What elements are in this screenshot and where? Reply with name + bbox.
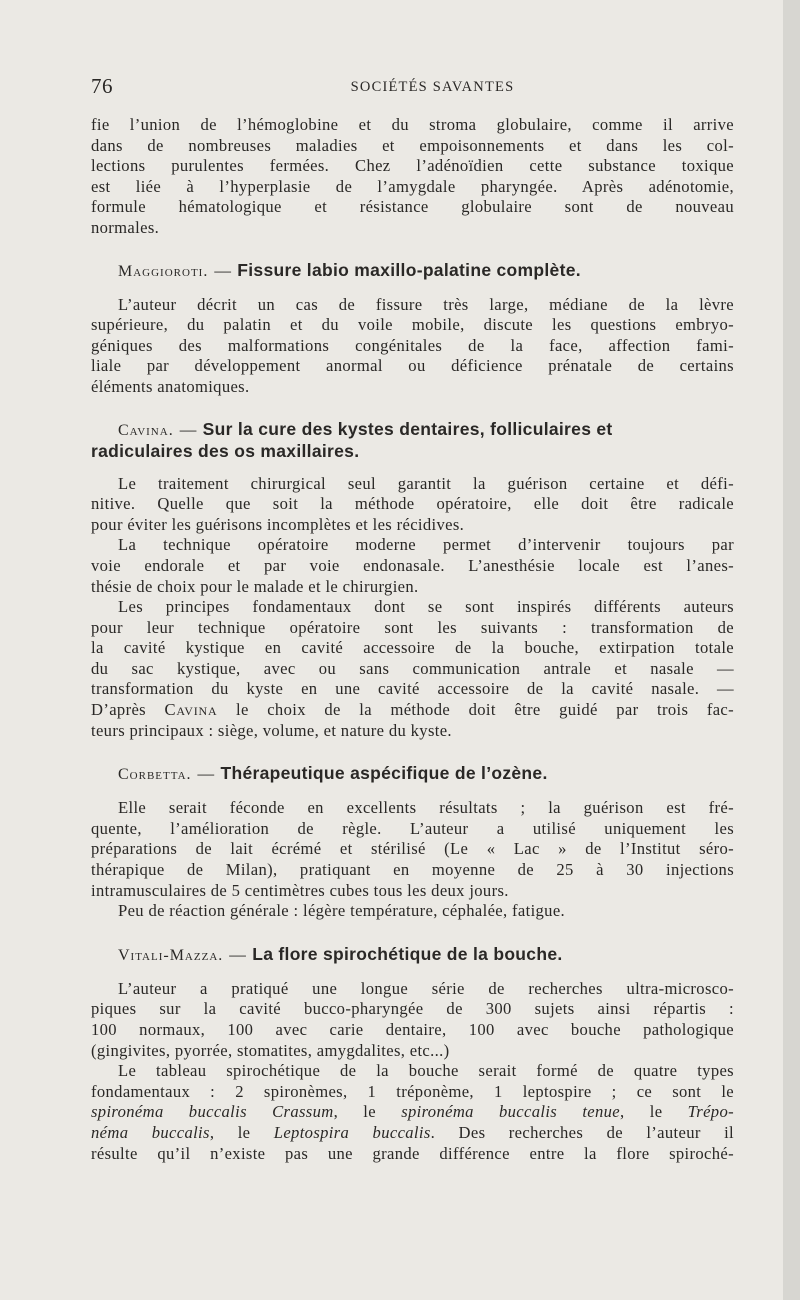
section-author: Cavina.	[118, 421, 174, 439]
section-title-continued: radiculaires des os maxillaires.	[91, 440, 360, 461]
text-line: la cavité kystique en cavité accessoire de la bouche, extirpation totale	[91, 638, 734, 658]
section-vitali-mazza	[91, 944, 734, 1164]
section-heading	[91, 418, 734, 462]
section-corbetta	[91, 763, 734, 922]
text-line: 100 normaux, 100 avec carie dentaire, 100 avec bouche pathologique	[91, 1020, 734, 1039]
species-name: néma buccalis	[91, 1122, 210, 1142]
text-line: est liée à l’hyperplasie de l’amygdale pharyngée. Après adénotomie,	[91, 176, 734, 196]
text-line: piques sur la cavité bucco-pharyngée de 300 sujets ainsi répartis :	[91, 999, 734, 1019]
species-name: spironéma buccalis tenue	[401, 1102, 621, 1122]
text-line: La technique opératoire moderne permet d’intervenir toujours par	[118, 535, 734, 555]
section-title: Fissure labio maxillo-palatine complète.	[237, 259, 581, 280]
text-line: intramusculaires de 5 centimètres cubes tous les deux jours.	[91, 880, 509, 900]
page-body	[91, 115, 734, 1164]
section-author: Maggioroti.	[118, 262, 209, 280]
species-name: spironéma buccalis Crassum	[91, 1102, 334, 1122]
text-line: thérapique de Milan), pratiquant en moyenne de 25 à 30 injections	[91, 860, 734, 880]
species-name: Leptospira buccalis	[273, 1122, 431, 1142]
text-line: supérieure, du palatin et du voile mobile, discute les questions embryo-	[91, 315, 734, 335]
text-run: le choix de la méthode doit être guidé par trois fac-	[217, 700, 734, 720]
text-line: normales.	[91, 217, 160, 237]
heading-dash: —	[229, 944, 247, 964]
text-line: lections purulentes fermées. Chez l’adénoïdien cette substance toxique	[91, 156, 734, 176]
text-line	[91, 700, 734, 721]
text-run: D’après	[91, 700, 165, 720]
section-heading	[118, 260, 734, 282]
text-line: pour éviter les guérisons incomplètes et les récidives.	[91, 514, 465, 534]
text-line: du sac kystique, avec ou sans communication antrale et nasale —	[91, 658, 734, 678]
text-line: quente, l’amélioration de règle. L’auteur a utilisé uniquement les	[91, 818, 734, 838]
section-maggioroti	[91, 260, 734, 398]
text-line: préparations de lait écrémé et stérilisé (Le « Lac » de l’Institut séro-	[91, 839, 734, 859]
heading-dash: —	[197, 764, 215, 784]
text-line: fie l’union de l’hémoglobine et du stroma globulaire, comme il arrive	[91, 115, 734, 134]
heading-dash: —	[179, 419, 197, 439]
section-author: Vitali-Mazza.	[118, 946, 224, 964]
text-line	[91, 1123, 734, 1144]
text-line: géniques des malformations congénitales de la face, affection fami-	[91, 335, 734, 355]
text-line: Le tableau spirochétique de la bouche serait formé de quatre types	[118, 1061, 734, 1081]
text-line: thésie de choix pour le malade et le chirurgien.	[91, 576, 419, 596]
heading-dash: —	[214, 260, 232, 280]
page-header	[91, 74, 734, 100]
text-line: Elle serait féconde en excellents résultats ; la guérison est fré-	[118, 798, 734, 818]
author-name: Cavina	[164, 700, 218, 720]
section-cavina	[91, 419, 734, 742]
text-line: (gingivites, pyorrée, stomatites, amygdalites, etc...)	[91, 1040, 450, 1060]
text-line: fondamentaux : 2 spironèmes, 1 tréponème, 1 leptospire ; ce sont le	[91, 1081, 734, 1101]
section-title: La flore spirochétique de la bouche.	[252, 943, 563, 964]
species-name: Trépo-	[687, 1102, 734, 1122]
text-line: nitive. Quelle que soit la méthode opératoire, elle doit être radicale	[91, 494, 734, 514]
text-line: transformation du kyste en une cavité accessoire de la cavité nasale. —	[91, 679, 734, 699]
section-title: Sur la cure des kystes dentaires, folliculaires et	[202, 418, 613, 439]
text-line: liale par développement anormal ou déficience prénatale de certains	[91, 356, 734, 376]
text-run: , le	[333, 1102, 402, 1122]
text-run: . Des recherches de l’auteur il	[430, 1122, 735, 1142]
section-heading	[118, 944, 734, 966]
intro-paragraph	[91, 115, 734, 239]
text-line	[91, 1102, 734, 1123]
text-line: voie endorale et par voie endonasale. L’anesthésie locale est l’anes-	[91, 555, 734, 575]
section-title: Thérapeutique aspécifique de l’ozène.	[220, 763, 548, 784]
text-line: Les principes fondamentaux dont se sont inspirés différents auteurs	[118, 597, 734, 617]
text-run: , le	[620, 1102, 688, 1122]
text-line: formule hématologique et résistance globulaire sont de nouveau	[91, 197, 734, 217]
text-line: teurs principaux : siège, volume, et nature du kyste.	[91, 720, 452, 740]
text-line: éléments anatomiques.	[91, 376, 250, 396]
running-head: SOCIÉTÉS SAVANTES	[350, 79, 515, 95]
text-line: L’auteur a pratiqué une longue série de recherches ultra-microsco-	[118, 978, 734, 998]
text-line: résulte qu’il n’existe pas une grande différence entre la flore spiroché-	[91, 1143, 734, 1163]
page-number: 76	[91, 74, 113, 98]
text-line: dans de nombreuses maladies et empoisonnements et dans les col-	[91, 135, 734, 155]
text-line: pour leur technique opératoire sont les suivants : transformation de	[91, 617, 734, 637]
text-run: , le	[209, 1122, 274, 1142]
text-line: L’auteur décrit un cas de fissure très large, médiane de la lèvre	[118, 294, 734, 314]
text-line: Le traitement chirurgical seul garantit la guérison certaine et défi-	[118, 473, 734, 493]
section-heading	[118, 763, 734, 785]
text-line: Peu de réaction générale : légère température, céphalée, fatigue.	[118, 901, 566, 921]
section-author: Corbetta.	[118, 766, 192, 784]
